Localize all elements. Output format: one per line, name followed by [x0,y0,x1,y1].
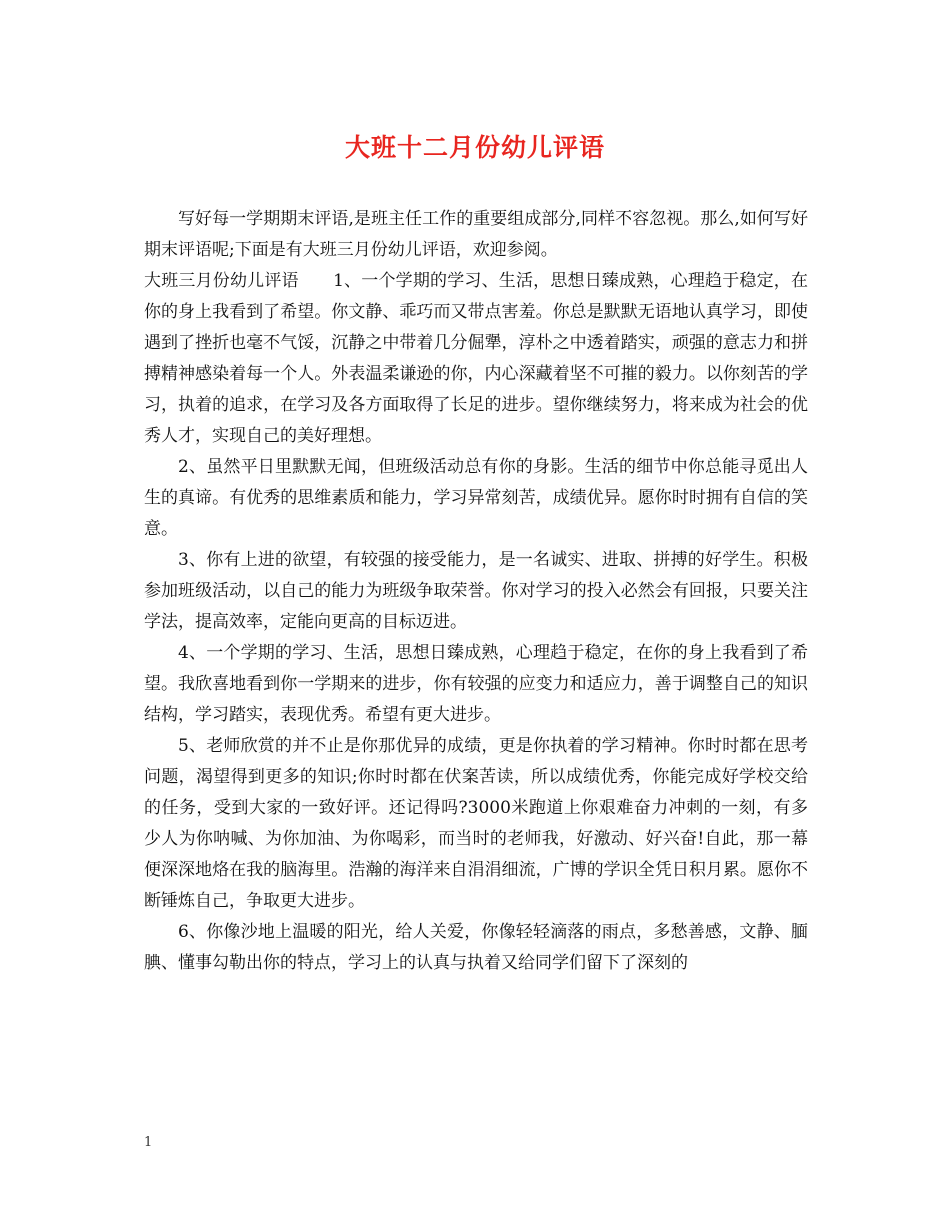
paragraph-3: 3、你有上进的欲望，有较强的接受能力，是一名诚实、进取、拼搏的好学生。积极参加班级活动，以自己的能力为班级争取荣誉。你对学习的投入必然会有回报，只要关注学法，提高效率，定能向更高的目标迈进。 [144,550,808,632]
document-title: 大班十二月份幼儿评语 [344,133,605,162]
paragraph-4: 4、一个学期的学习、生活，思想日臻成熟，心理趋于稳定，在你的身上我看到了希望。我欣喜地看到你一学期来的进步，你有较强的应变力和适应力，善于调整自己的知识结构，学习踏实，表现优秀。希望有更大进步。 [144,643,808,725]
page-number: 1 [144,1135,153,1150]
document-body [144,204,808,979]
paragraph-1: 大班三月份幼儿评语 1、一个学期的学习、生活，思想日臻成熟，心理趋于稳定，在你的身上我看到了希望。你文静、乖巧而又带点害羞。你总是默默无语地认真学习，即使遇到了挫折也毫不气馁，沉静之中带着几分倔犟，淳朴之中透着踏实，顽强的意志力和拼搏精神感染着每一个人。外表温柔谦逊的你，内心深藏着坚不可摧的毅力。以你刻苦的学习，执着的追求，在学习及各方面取得了长足的进步。望你继续努力，将来成为社会的优秀人才，实现自己的美好理想。 [144,271,808,446]
paragraph-6: 6、你像沙地上温暖的阳光，给人关爱，你像轻轻滴落的雨点，多愁善感，文静、腼腆、懂事勾勒出你的特点，学习上的认真与执着又给同学们留下了深刻的 [144,922,808,973]
paragraph-2: 2、虽然平日里默默无闻，但班级活动总有你的身影。生活的细节中你总能寻觅出人生的真谛。有优秀的思维素质和能力，学习异常刻苦，成绩优异。愿你时时拥有自信的笑意。 [144,457,808,539]
paragraph-5: 5、老师欣赏的并不止是你那优异的成绩，更是你执着的学习精神。你时时都在思考问题，渴望得到更多的知识;你时时都在伏案苦读，所以成绩优秀，你能完成好学校交给的任务，受到大家的一致好评。还记得吗?3000米跑道上你艰难奋力冲刺的一刻，有多少人为你呐喊、为你加油、为你喝彩，而当时的老师我，好激动、好兴奋!自此，那一幕便深深地烙在我的脑海里。浩瀚的海洋来自涓涓细流，广博的学识全凭日积月累。愿你不断锤炼自己，争取更大进步。 [144,736,808,911]
paragraph-intro: 写好每一学期期末评语,是班主任工作的重要组成部分,同样不容忽视。那么,如何写好期末评语呢;下面是有大班三月份幼儿评语，欢迎参阅。 [144,209,808,260]
